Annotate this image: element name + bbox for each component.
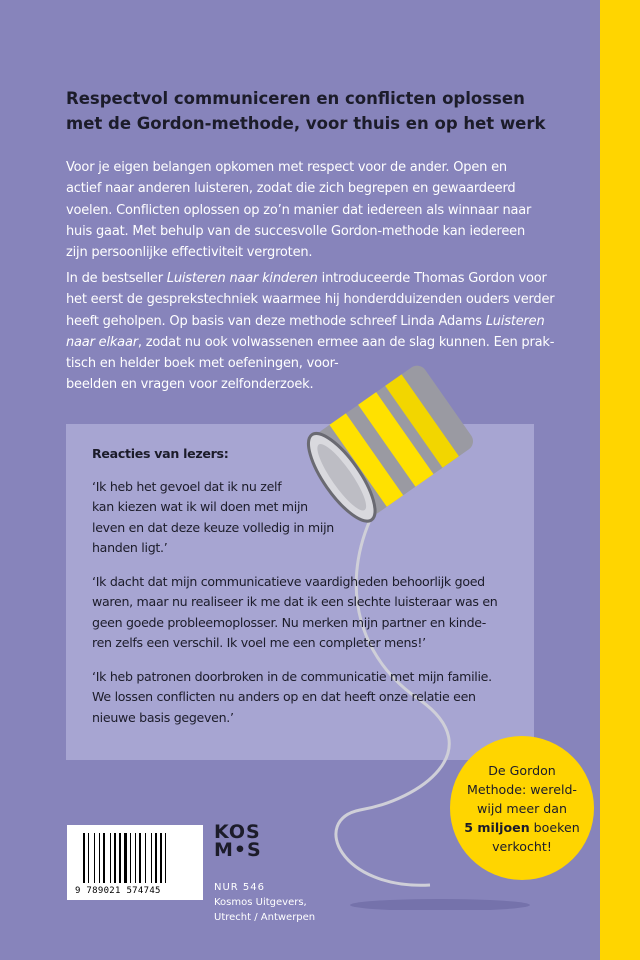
text-line: ren zelfs een verschil. Ik voel me een completer mens!’	[92, 635, 426, 650]
barcode-bars	[83, 833, 187, 883]
logo-bottom: M•S	[214, 839, 262, 861]
text-line: waren, maar nu realiseer ik me dat ik een slechte luisteraar was en	[92, 594, 498, 609]
publisher-info	[214, 880, 315, 925]
barcode-bar	[130, 833, 131, 883]
headline-line: met de Gordon-methode, voor thuis en op het werk	[66, 114, 546, 133]
text-line: actief naar anderen luisteren, zodat die zich begrepen en gewaardeerd	[66, 181, 516, 197]
barcode-bar	[99, 833, 100, 883]
text: In de bestseller	[66, 271, 167, 286]
review-quote	[92, 667, 532, 729]
badge-line: wijd meer dan	[477, 800, 567, 816]
barcode-bar	[114, 833, 116, 883]
barcode-bar	[151, 833, 152, 883]
book-title: Luisteren naar kinderen	[166, 271, 318, 286]
barcode-bar	[160, 833, 162, 883]
text-line: We lossen conflicten nu anders op en dat heeft onze relatie een	[92, 689, 476, 704]
barcode-bar	[110, 833, 111, 883]
kosmos-logo	[214, 823, 262, 859]
text-line: Voor je eigen belangen opkomen met respect voor de ander. Open en	[66, 160, 507, 175]
barcode-bar	[167, 833, 169, 883]
text-line: huis gaat. Met behulp van de succesvolle Gordon-methode kan iedereen	[66, 223, 526, 239]
publisher-location: Utrecht / Antwerpen	[214, 912, 316, 923]
intro-paragraph	[66, 157, 596, 263]
text-line: het eerst de gesprekstechniek waarmee hij honderdduizenden ouders verder	[66, 292, 555, 308]
headline-line: Respectvol communiceren en conflicten oplossen	[66, 89, 525, 108]
barcode-bar	[163, 833, 164, 883]
barcode-bar	[132, 833, 134, 883]
barcode-bar	[142, 833, 144, 883]
sales-badge	[450, 736, 594, 880]
badge-highlight: 5 miljoen	[464, 819, 530, 835]
barcode-bar	[137, 833, 138, 883]
barcode-bar	[88, 833, 89, 883]
book-title: Luisteren	[485, 313, 545, 329]
badge-line	[464, 818, 579, 837]
barcode-bar	[112, 833, 113, 883]
text-line: beelden en vragen voor zelfonderzoek.	[66, 377, 314, 393]
text-line: nieuwe basis gegeven.’	[92, 709, 234, 725]
barcode-bar	[147, 833, 150, 883]
text-line: ‘Ik heb patronen doorbroken in de communicatie met mijn familie.	[92, 668, 492, 684]
logo-top: KOS	[214, 821, 261, 843]
barcode-bar	[101, 833, 102, 883]
barcode-bar	[128, 833, 129, 883]
barcode-bar	[106, 833, 109, 883]
barcode-bar	[86, 833, 87, 883]
shadow	[350, 899, 530, 910]
barcode-bar	[119, 833, 121, 883]
text-line: handen ligt.’	[92, 540, 168, 555]
isbn-number: 9 789021 574745	[75, 886, 161, 896]
text-line: zijn persoonlijke effectiviteit vergroten.	[66, 245, 313, 261]
text-line: geen goede probleemoplosser. Nu merken mijn partner en kinde-	[92, 614, 486, 630]
text-line	[66, 268, 596, 289]
text-line: ‘Ik dacht dat mijn communicatieve vaardigheden behoorlijk goed	[92, 573, 485, 589]
text-line: voelen. Conflicten oplossen op zo’n manier dat iedereen als winnaar naar	[66, 202, 532, 218]
nur-code: NUR 546	[214, 882, 266, 893]
barcode-bar	[158, 833, 159, 883]
text: , zodat nu ook volwassenen ermee aan de slag kunnen. Een prak-	[137, 334, 555, 350]
text: introduceerde Thomas Gordon voor	[317, 271, 547, 286]
text-line: tisch en helder boek met oefeningen, voor-	[66, 356, 339, 372]
book-title: naar elkaar	[66, 334, 138, 350]
barcode-bar	[94, 833, 95, 883]
barcode-bar	[165, 833, 166, 883]
barcode-bar	[83, 833, 85, 883]
barcode-bar	[124, 833, 127, 883]
barcode-bar	[139, 833, 141, 883]
barcode-bar	[96, 833, 98, 883]
publisher-name: Kosmos Uitgevers,	[214, 897, 307, 908]
barcode-bar	[117, 833, 118, 883]
isbn-barcode	[67, 825, 203, 900]
badge-line: De Gordon	[488, 762, 556, 778]
barcode-bar	[155, 833, 157, 883]
text-line	[66, 311, 596, 332]
yellow-spine	[600, 0, 640, 960]
headline	[66, 86, 596, 136]
reviews-heading: Reacties van lezers:	[92, 446, 229, 461]
review-quote	[92, 477, 532, 559]
text-line: ‘Ik heb het gevoel dat ik nu zelf	[92, 478, 282, 494]
text: heeft geholpen. Op basis van deze methode schreef Linda Adams	[66, 313, 486, 329]
text-line: leven en dat deze keuze volledig in mijn	[92, 519, 334, 535]
barcode-bar	[135, 833, 136, 883]
barcode-bar	[90, 833, 93, 883]
barcode-bar	[122, 833, 123, 883]
reader-reviews	[92, 444, 532, 741]
badge-line: Methode: wereld-	[467, 781, 577, 797]
review-quote	[92, 572, 532, 654]
text-line: kan kiezen wat ik wil doen met mijn	[92, 499, 308, 514]
barcode-bar	[103, 833, 105, 883]
barcode-bar	[153, 833, 154, 883]
barcode-bar	[145, 833, 146, 883]
text: boeken	[529, 819, 580, 835]
badge-line: verkocht!	[492, 838, 552, 854]
